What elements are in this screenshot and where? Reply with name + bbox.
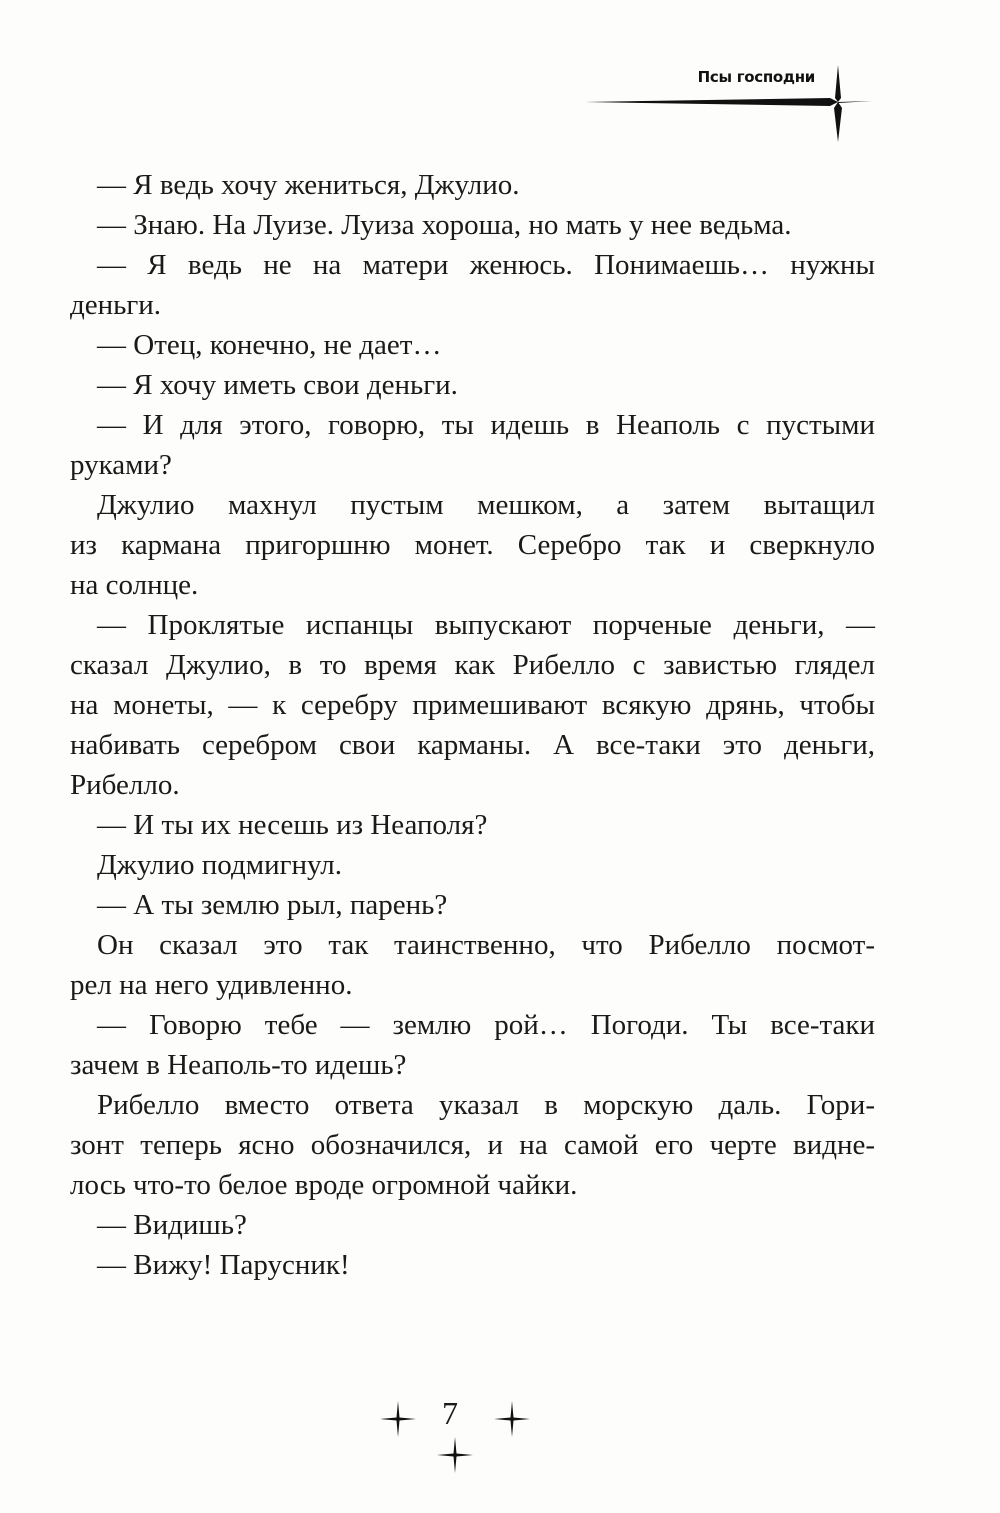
text-line: зачем в Неаполь-то идешь? [70, 1049, 407, 1081]
text-line: на монеты, — к серебру примешивают всякую дрянь, чтобы [70, 689, 875, 721]
text-line: — Я ведь не на матери женюсь. Понимаешь… нужны [97, 249, 875, 281]
text-line: — Я ведь хочу жениться, Джулио. [97, 169, 520, 201]
star-ornament-icon [494, 1401, 530, 1437]
text-line: — Видишь? [97, 1209, 247, 1241]
text-line: — Отец, конечно, не дает… [97, 329, 442, 361]
text-line: набивать серебром свои карманы. А все-таки это деньги, [70, 729, 875, 761]
narration-paragraph [70, 845, 875, 885]
dialogue-paragraph [70, 1205, 875, 1245]
dialogue-paragraph [70, 365, 875, 405]
text-line: на солнце. [70, 569, 199, 601]
dialogue-paragraph [70, 245, 875, 325]
text-line: Джулио подмигнул. [97, 849, 342, 881]
star-ornament-icon [380, 1401, 416, 1437]
running-title: Псы господни [697, 68, 815, 86]
text-line: сказал Джулио, в то время как Рибелло с завистью глядел [70, 649, 875, 681]
dialogue-paragraph [70, 405, 875, 485]
text-line: — Знаю. На Луизе. Луиза хороша, но мать у нее ведьма. [97, 209, 792, 241]
text-line: руками? [70, 449, 172, 481]
text-line: — Вижу! Парусник! [97, 1249, 350, 1281]
dialogue-paragraph [70, 885, 875, 925]
text-line: — И для этого, говорю, ты идешь в Неаполь с пустыми [97, 409, 875, 441]
page-number: 7 [442, 1395, 458, 1431]
text-line: рел на него удивленно. [70, 969, 353, 1001]
dialogue-paragraph [70, 1245, 875, 1285]
text-line: Он сказал это так таинственно, что Рибелло посмот- [97, 929, 875, 961]
text-line: Рибелло. [70, 769, 180, 801]
text-line: лось что-то белое вроде огромной чайки. [70, 1169, 578, 1201]
text-line: деньги. [70, 289, 162, 321]
text-line: Джулио махнул пустым мешком, а затем вытащил [97, 489, 875, 521]
text-line: из кармана пригоршню монет. Серебро так и сверкнуло [70, 529, 875, 561]
text-line: — А ты землю рыл, парень? [97, 889, 448, 921]
page-footer [380, 1395, 530, 1475]
body-text [70, 165, 875, 1285]
text-line: Рибелло вместо ответа указал в морскую даль. Гори- [97, 1089, 875, 1121]
narration-paragraph [70, 485, 875, 605]
star-ornament-icon [437, 1437, 473, 1473]
dialogue-paragraph [70, 165, 875, 205]
text-line: — Я хочу иметь свои деньги. [97, 369, 458, 401]
narration-paragraph [70, 1085, 875, 1205]
dialogue-paragraph [70, 325, 875, 365]
narration-paragraph [70, 925, 875, 1005]
dialogue-paragraph [70, 605, 875, 805]
text-line: зонт теперь ясно обозначился, и на самой его черте видне- [70, 1129, 875, 1161]
text-line: — И ты их несешь из Неаполя? [97, 809, 488, 841]
text-line: — Проклятые испанцы выпускают порченые деньги, — [97, 609, 875, 641]
running-header [580, 60, 880, 150]
dialogue-paragraph [70, 205, 875, 245]
dialogue-paragraph [70, 805, 875, 845]
text-line: — Говорю тебе — землю рой… Погоди. Ты все-таки [97, 1009, 875, 1041]
dialogue-paragraph [70, 1005, 875, 1085]
